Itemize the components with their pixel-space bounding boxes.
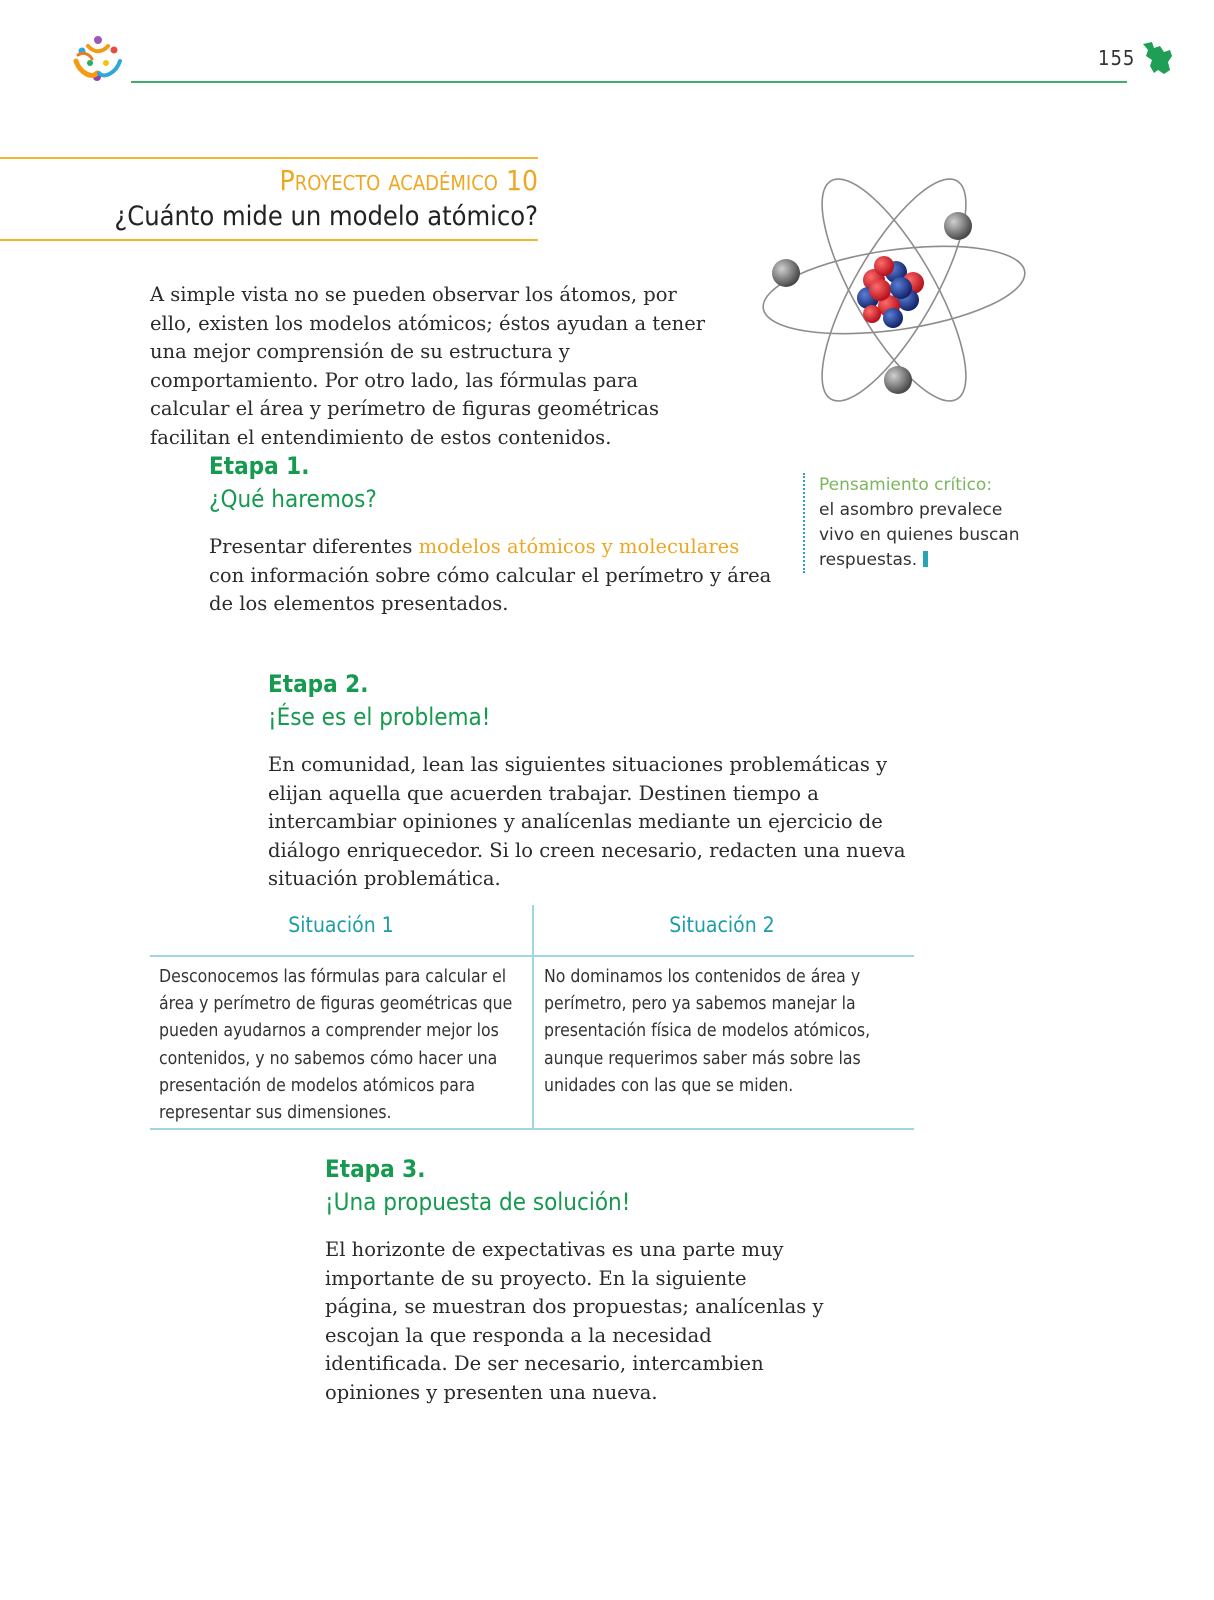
page-number: 155 — [1098, 46, 1136, 70]
table-bottom-rule — [150, 1128, 914, 1130]
critical-thinking-label: Pensamiento crítico: — [819, 475, 993, 495]
situation1-header: Situación 1 — [288, 913, 394, 937]
situation2-header: Situación 2 — [669, 913, 775, 937]
project-title: ¿Cuánto mide un modelo atómico? — [114, 201, 538, 232]
title-rule-bottom — [0, 239, 538, 241]
situations-table — [150, 905, 914, 1130]
situation1-cell: Desconocemos las fórmulas para calcular el área y perímetro de figuras geométricas que pueden ayudarnos a comprender mejor los contenidos, y no sabemos cómo hacer una presentación de modelos atómicos para representar sus dimensiones. — [159, 967, 513, 1124]
stage1-text-before: Presentar diferentes — [209, 535, 419, 558]
critical-thinking-note — [803, 473, 1029, 573]
situation2-cell: No dominamos los contenidos de área y perímetro, pero ya sabemos manejar la presentación física de modelos atómicos, aunque requerimos saber más sobre las unidades con las que se miden. — [544, 967, 871, 1096]
table-column-rule — [532, 905, 534, 1130]
stage1-highlight: modelos atómicos y moleculares — [418, 535, 740, 558]
stage2-title: Etapa 2. — [268, 670, 369, 698]
atom-model-icon — [756, 168, 1032, 412]
project-label: Proyecto académico 10 — [279, 164, 538, 197]
stage2-paragraph: En comunidad, lean las siguientes situaciones problemáticas y elijan aquella que acuerden trabajar. Destinen tiempo a intercambiar opiniones y analícenlas mediante un ejercicio de diálogo enriquecedor. Si lo creen necesario, redacten una nueva situación problemática. — [268, 753, 906, 890]
title-rule-top — [0, 157, 538, 159]
stage2-subtitle: ¡Ése es el problema! — [268, 703, 491, 731]
header-rule — [131, 81, 1127, 83]
stage1-subtitle: ¿Qué haremos? — [209, 485, 377, 513]
end-mark — [923, 551, 928, 567]
mexico-map-icon — [1140, 40, 1174, 76]
stage1-title: Etapa 1. — [209, 452, 310, 480]
stage3-paragraph: El horizonte de expectativas es una parte muy importante de su proyecto. En la siguiente página, se muestran dos propuestas; analícenlas y escojan la que responda a la necesidad identificada. De ser necesario, intercambien opiniones y presenten una nueva. — [325, 1238, 824, 1404]
stage3-title: Etapa 3. — [325, 1155, 426, 1183]
stage1-paragraph — [209, 533, 774, 619]
stage3-subtitle: ¡Una propuesta de solución! — [325, 1188, 631, 1216]
intro-paragraph: A simple vista no se pueden observar los átomos, por ello, existen los modelos atómicos; éstos ayudan a tener una mejor comprensión de su estructura y comportamiento. Por otro lado, las fórmulas para calcular el área y perímetro de figuras geométricas facilitan el entendimiento de estos contenidos. — [150, 283, 706, 449]
stage1-text-after: con información sobre cómo calcular el perímetro y área de los elementos presentados. — [209, 563, 772, 615]
critical-thinking-text: el asombro prevalece vivo en quienes buscan respuestas. — [819, 500, 1020, 570]
people-circle-logo-icon — [70, 33, 126, 83]
